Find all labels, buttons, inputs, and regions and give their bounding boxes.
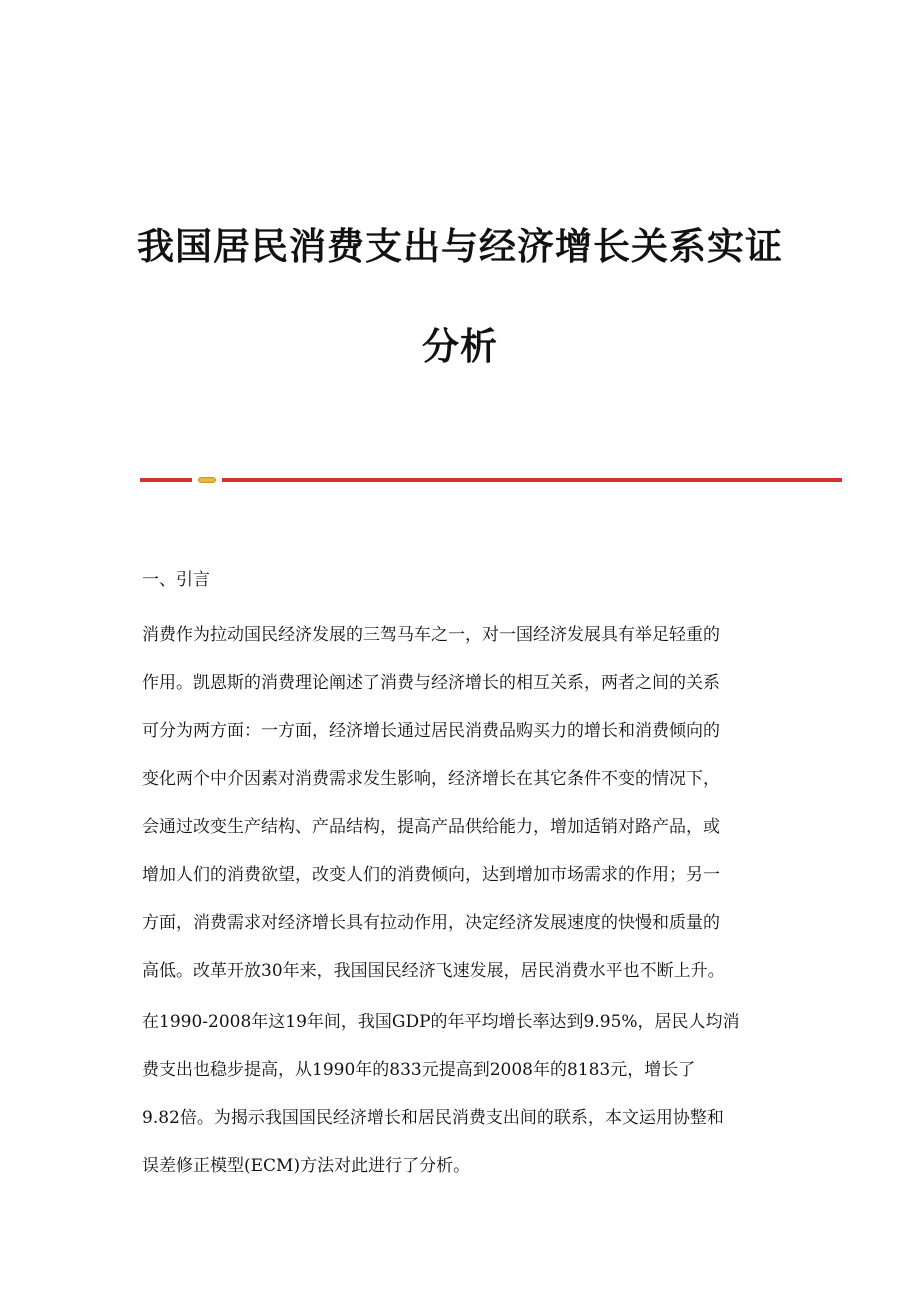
paragraph-line: 在1990-2008年这19年间，我国GDP的年平均增长率达到9.95%，居民人均消	[142, 1012, 740, 1032]
divider-right-segment	[222, 478, 842, 482]
paragraph-line: 高低。改革开放30年来，我国国民经济飞速发展，居民消费水平也不断上升。	[142, 961, 725, 981]
paragraph-line: 9.82倍。为揭示我国国民经济增长和居民消费支出间的联系，本文运用协整和	[142, 1108, 724, 1128]
paragraph-line: 方面，消费需求对经济增长具有拉动作用，决定经济发展速度的快慢和质量的	[142, 913, 720, 933]
paragraph-line: 作用。凯恩斯的消费理论阐述了消费与经济增长的相互关系，两者之间的关系	[142, 673, 720, 693]
document-title-line-2: 分析	[422, 325, 498, 368]
paragraph-line: 误差修正模型(ECM)方法对此进行了分析。	[142, 1156, 471, 1176]
paragraph-line: 费支出也稳步提高，从1990年的833元提高到2008年的8183元，增长了	[142, 1060, 696, 1080]
document-title-line-1: 我国居民消费支出与经济增长关系实证	[137, 225, 783, 268]
paragraph-line: 可分为两方面：一方面，经济增长通过居民消费品购买力的增长和消费倾向的	[142, 721, 720, 741]
divider-ornament-icon	[198, 477, 216, 483]
title-divider	[140, 476, 842, 484]
section-heading: 一、引言	[142, 570, 210, 590]
paragraph-line: 消费作为拉动国民经济发展的三驾马车之一，对一国经济发展具有举足轻重的	[142, 625, 720, 645]
paragraph-line: 会通过改变生产结构、产品结构，提高产品供给能力，增加适销对路产品，或	[142, 817, 720, 837]
paragraph-line: 变化两个中介因素对消费需求发生影响，经济增长在其它条件不变的情况下，	[142, 769, 720, 789]
paragraph-line: 增加人们的消费欲望，改变人们的消费倾向，达到增加市场需求的作用；另一	[142, 865, 720, 885]
divider-left-segment	[140, 478, 192, 482]
